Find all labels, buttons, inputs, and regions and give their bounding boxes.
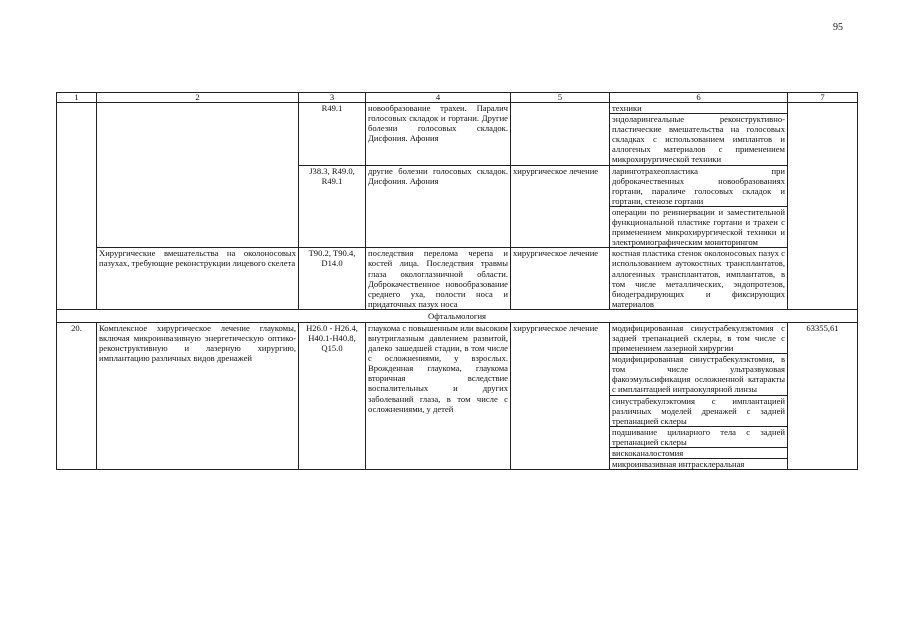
cost-cell: 63355,61 — [788, 322, 858, 469]
procedure-name-cell: Комплексное хирургическое лечение глаукомы, включая микроинвазивную энергетическую оптико-реконструктивную и лазерную хирургию, имплантацию различных видов дренажей — [97, 322, 299, 469]
cost-cell — [788, 103, 858, 310]
method-item: эндоларингеальные реконструктивно-пластические вмешательства на голосовых складках с использованием имплантов и аллогеных материалов с применением микрохирургической техники — [612, 114, 785, 165]
row-number-cell — [57, 103, 97, 310]
method-item: синустрабекулэктомия с имплантацией различных моделей дренажей с задней трепанацией склеры — [612, 395, 785, 426]
diagnosis-cell: глаукома с повышенным или высоким внутриглазным давлением развитой, далеко зашедшей стадии, в том числе с осложнениями, у взрослых. Врожденная глаукома, глаукома вторичная вследствие воспалительных и других заболеваний глаза, в том числе с осложнениями, у детей — [366, 322, 511, 469]
icd-code-cell: T90.2, T90.4, D14.0 — [299, 248, 366, 310]
page-number: 95 — [833, 22, 843, 33]
icd-code-cell: H26.0 - H26.4, H40.1-H40.8, Q15.0 — [299, 322, 366, 469]
diagnosis-cell: другие болезни голосовых складок. Дисфония. Афония — [366, 165, 511, 248]
table-row — [57, 248, 858, 310]
header-cell: 2 — [97, 93, 299, 103]
method-cell — [610, 103, 788, 166]
table-header-row — [57, 93, 858, 103]
method-item: операции по реиннервации и заместительной функциональной пластике гортани и трахеи с применением микрохирургической техники и электромиографическим мониторингом — [612, 206, 785, 248]
treatment-type-cell: хирургическое лечение — [511, 322, 610, 469]
treatment-type-cell: хирургическое лечение — [511, 248, 610, 310]
header-cell: 6 — [610, 93, 788, 103]
method-item: микроинвазивная интрасклеральная — [610, 458, 787, 469]
diagnosis-cell: новообразование трахеи. Паралич голосовых складок и гортани. Другие болезни голосовых складок. Дисфония. Афония — [366, 103, 511, 166]
method-item: ларинготрахеопластика при доброкачественных новообразованиях гортани, параличе голосовых складок и гортани, стенозе гортани — [612, 165, 785, 206]
row-number-cell: 20. — [57, 322, 97, 469]
icd-code-cell: J38.3, R49.0, R49.1 — [299, 165, 366, 248]
method-item: техники — [612, 103, 642, 113]
header-cell: 5 — [511, 93, 610, 103]
section-title: Офтальмология — [57, 309, 858, 322]
section-row — [57, 309, 858, 322]
procedure-name-cell — [97, 103, 299, 248]
method-item: костная пластика стенок околоносовых пазух с использованием аутокостных трансплантатов, аллогенных трансплантатов, имплантатов, в том числе металлических, эндопротезов, биодеградирующих и фиксирующих материалов — [612, 248, 785, 309]
header-cell: 4 — [366, 93, 511, 103]
treatment-type-cell: хирургическое лечение — [511, 165, 610, 248]
method-cell — [610, 248, 788, 310]
procedures-table — [56, 92, 858, 470]
treatment-type-cell — [511, 103, 610, 166]
method-item: модифицированная синустрабекулэктомия, в том числе ультразвуковая факоэмульсификация осложненной катаракты с имплантацией интраокулярной линзы — [612, 354, 785, 395]
method-item: вискоканалостомия — [610, 447, 787, 458]
procedure-name-cell: Хирургические вмешательства на околоносовых пазухах, требующие реконструкции лицевого скелета — [97, 248, 299, 310]
header-cell: 1 — [57, 93, 97, 103]
table-row — [57, 103, 858, 166]
method-item: подшивание цилиарного тела с задней трепанацией склеры — [612, 426, 785, 447]
method-cell — [610, 165, 788, 248]
header-cell: 3 — [299, 93, 366, 103]
method-item: модифицированная синустрабекулэктомия с задней трепанацией склеры, в том числе с применением лазерной хирургии — [612, 322, 785, 354]
table-row — [57, 322, 858, 469]
icd-code-cell: R49.1 — [299, 103, 366, 166]
diagnosis-cell: последствия перелома черепа и костей лица. Последствия травмы глаза окологлазничной области. Доброкачественное новообразование среднего уха, полости носа и придаточных пазух носа — [366, 248, 511, 310]
header-cell: 7 — [788, 93, 858, 103]
method-cell — [610, 322, 788, 469]
